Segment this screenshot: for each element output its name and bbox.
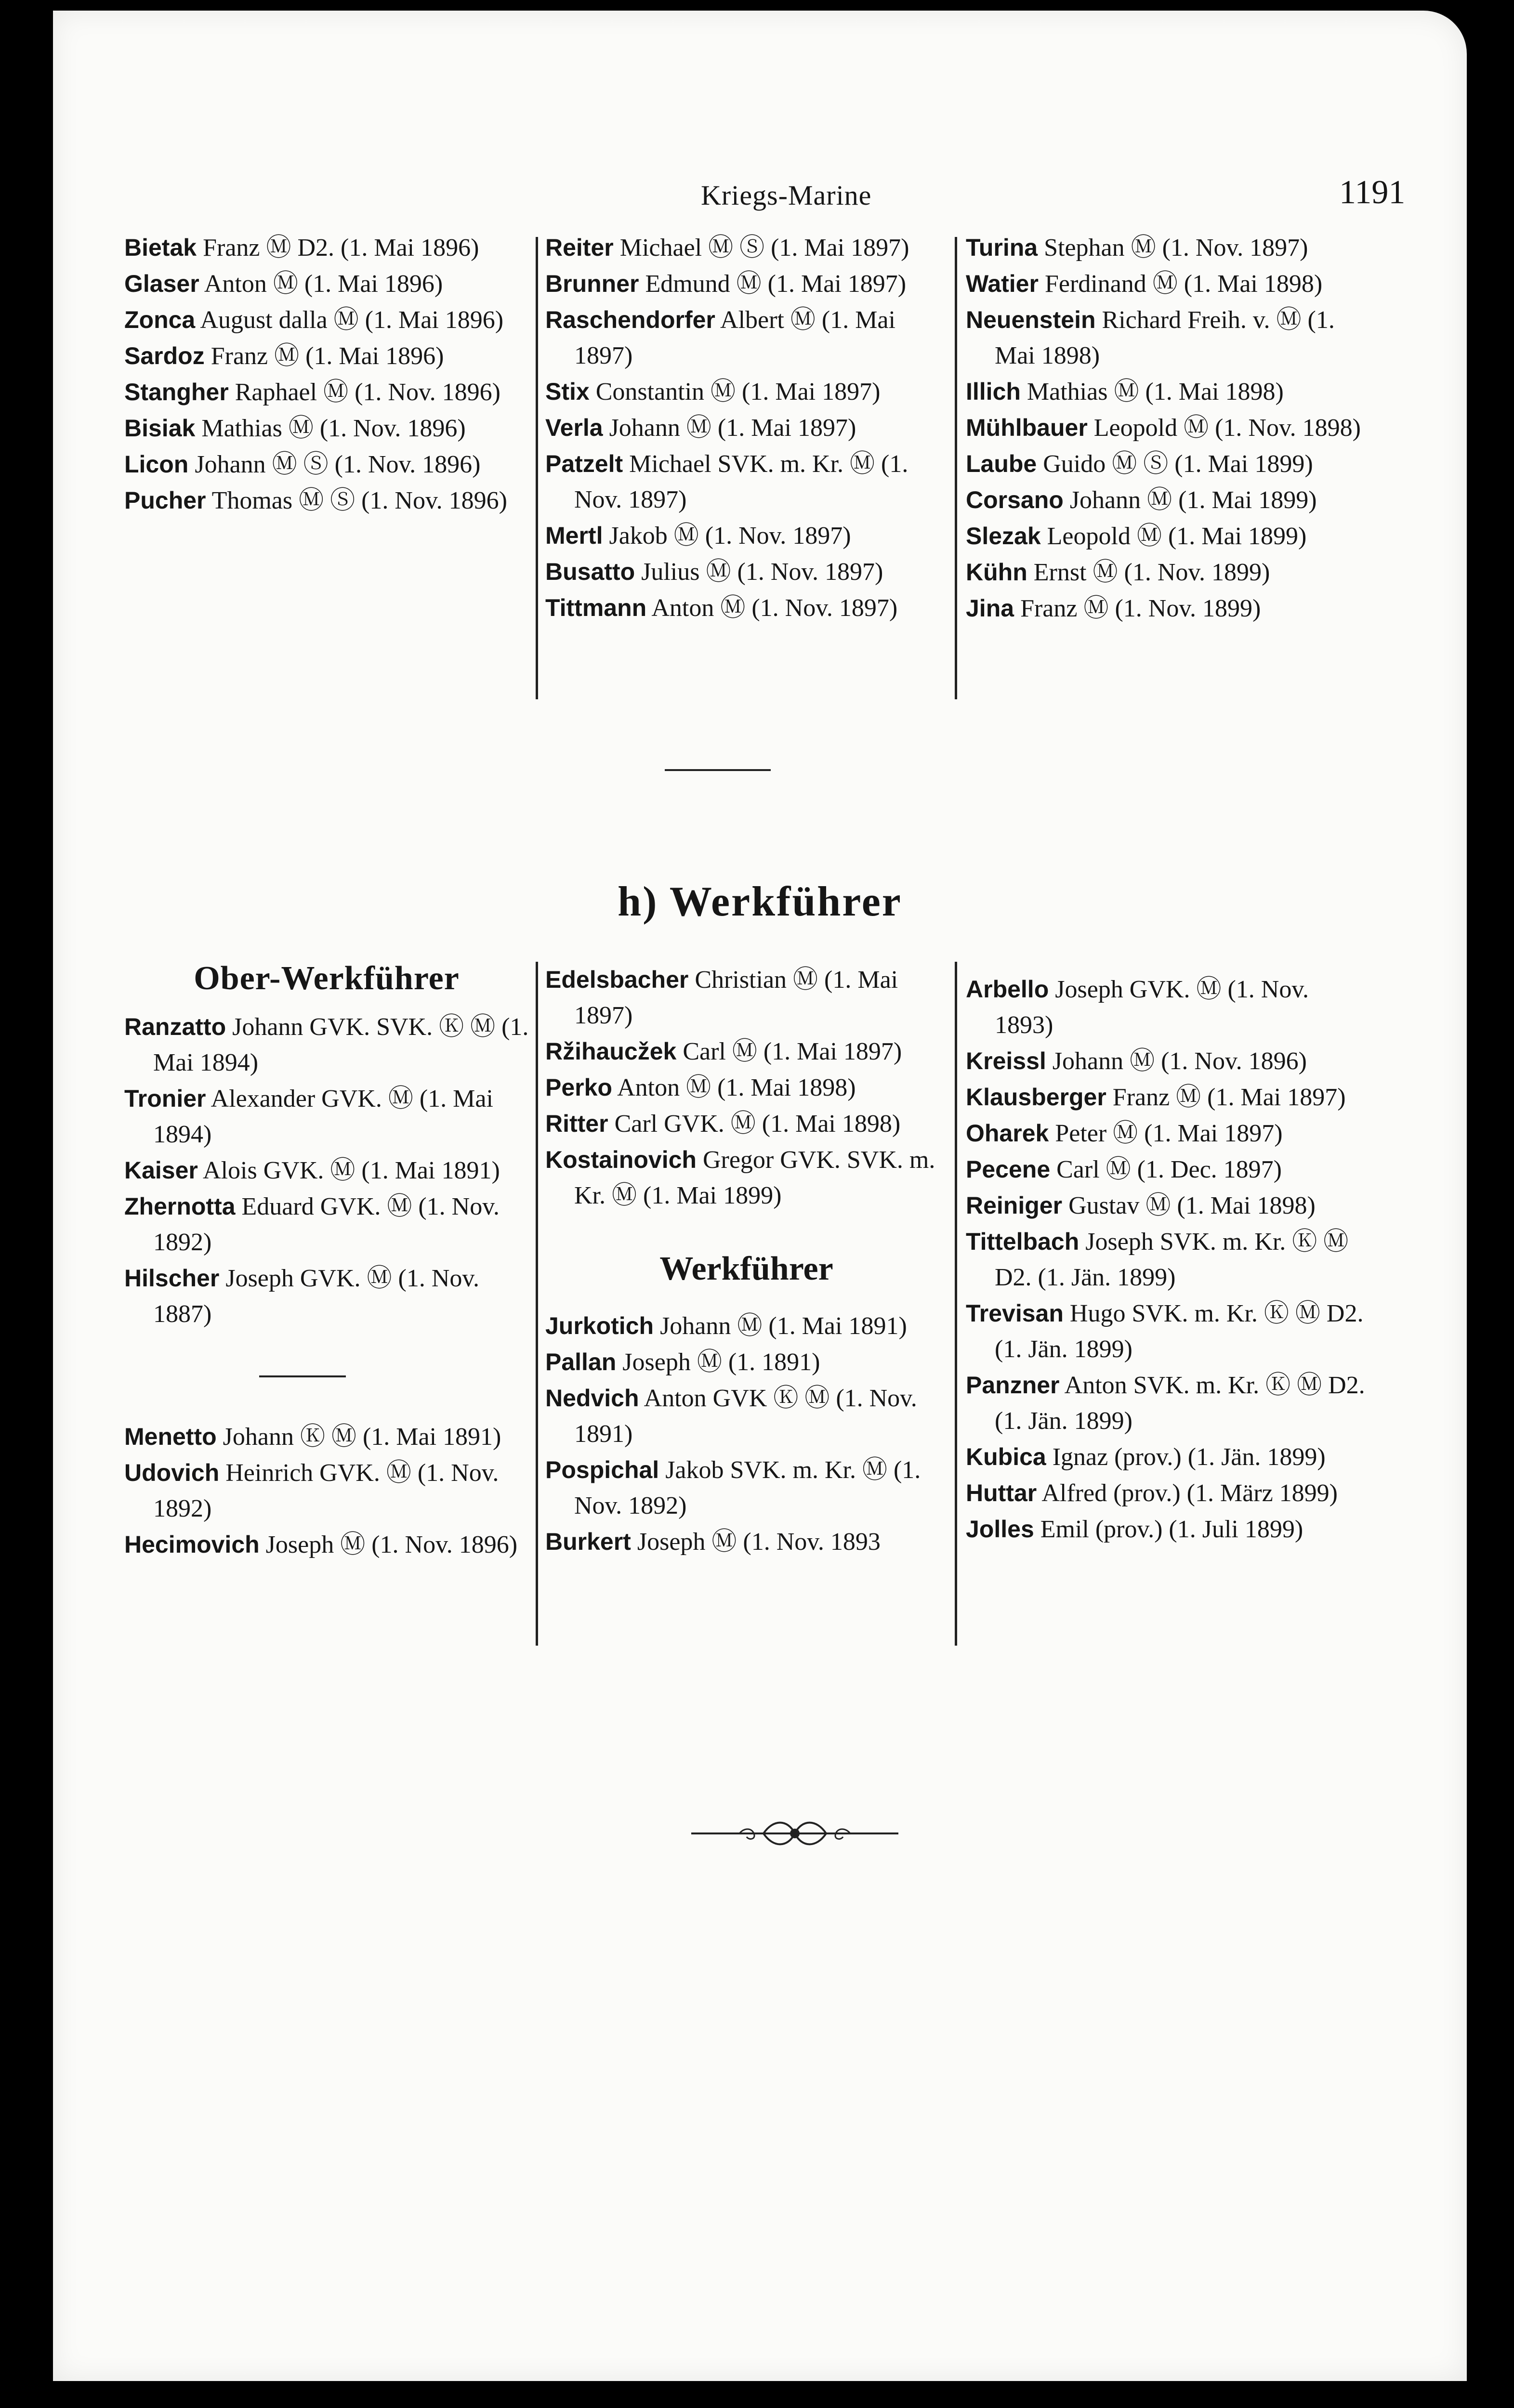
list-entry (545, 1106, 948, 1142)
entry-details: Thomas Ⓜ Ⓢ (1. Nov. 1896) (211, 487, 507, 514)
section-title: h) Werkführer (618, 878, 902, 925)
entry-details: Leopold Ⓜ (1. Nov. 1898) (1093, 414, 1361, 442)
column-rule (536, 962, 538, 1646)
column-heading: Ober-Werkführer (194, 960, 460, 997)
entry-surname: Jurkotich (545, 1312, 654, 1339)
list-entry (124, 1419, 529, 1455)
entry-details: Anton SVK. m. Kr. Ⓚ Ⓜ D2. (1. Jän. 1899) (995, 1372, 1365, 1435)
entry-details: Anton GVK Ⓚ Ⓜ (1. Nov. 1891) (574, 1385, 917, 1448)
list-entry (545, 1308, 948, 1344)
list-entry (545, 518, 948, 554)
list-entry (124, 483, 529, 519)
entry-details: Alexander GVK. Ⓜ (1. Mai 1894) (153, 1085, 493, 1148)
entry-surname: Kaiser (124, 1157, 198, 1184)
entry-surname: Panzner (966, 1372, 1060, 1399)
entry-surname: Watier (966, 270, 1039, 297)
entry-details: Johann Ⓜ (1. Nov. 1896) (1052, 1047, 1307, 1075)
entry-details: Johann Ⓚ Ⓜ (1. Mai 1891) (223, 1423, 501, 1451)
list-entry (124, 338, 529, 374)
list-entry (545, 1034, 948, 1070)
entry-details: Anton Ⓜ (1. Mai 1896) (204, 270, 443, 298)
list-entry (966, 1511, 1368, 1547)
entry-surname: Bietak (124, 234, 197, 261)
entry-surname: Tronier (124, 1085, 206, 1112)
running-header-title: Kriegs-Marine (701, 180, 872, 211)
entry-surname: Jina (966, 595, 1014, 622)
list-entry (124, 1527, 529, 1563)
entry-details: Alois GVK. Ⓜ (1. Mai 1891) (203, 1157, 500, 1184)
entry-surname: Reiter (545, 234, 614, 261)
entry-details: Johann Ⓜ Ⓢ (1. Nov. 1896) (195, 451, 481, 478)
entry-details: Guido Ⓜ Ⓢ (1. Mai 1899) (1043, 450, 1313, 478)
list-entry (966, 302, 1368, 374)
entry-details: Joseph SVK. m. Kr. Ⓚ Ⓜ D2. (1. Jän. 1899) (995, 1228, 1349, 1291)
entry-surname: Pecene (966, 1156, 1051, 1183)
entry-details: Franz Ⓜ (1. Nov. 1899) (1020, 595, 1261, 622)
entry-surname: Pallan (545, 1348, 617, 1375)
list-entry (966, 1152, 1368, 1188)
list-entry (545, 302, 948, 374)
entry-surname: Hilscher (124, 1265, 220, 1292)
entry-surname: Licon (124, 451, 189, 478)
entry-details: Anton Ⓜ (1. Mai 1898) (617, 1074, 856, 1101)
top-column-2 (545, 230, 948, 626)
list-entry (124, 302, 529, 338)
list-entry (966, 374, 1368, 410)
list-entry (124, 1189, 529, 1260)
top-column-3 (966, 230, 1368, 627)
entry-details: Gustav Ⓜ (1. Mai 1898) (1068, 1192, 1316, 1219)
entry-details: Michael Ⓜ Ⓢ (1. Mai 1897) (619, 234, 909, 262)
entry-details: Christian Ⓜ (1. Mai 1897) (574, 966, 898, 1029)
entry-surname: Busatto (545, 558, 635, 585)
entry-surname: Ržihaucžek (545, 1038, 677, 1065)
list-entry (966, 971, 1368, 1043)
entry-details: Alfred (prov.) (1. März 1899) (1041, 1479, 1338, 1507)
list-entry (545, 1452, 948, 1524)
list-entry (545, 1142, 948, 1214)
list-entry (966, 518, 1368, 554)
entry-details: Franz Ⓜ (1. Mai 1896) (211, 342, 444, 370)
entry-surname: Mühlbauer (966, 414, 1088, 441)
list-entry (124, 446, 529, 483)
column-rule (536, 237, 538, 699)
list-entry (124, 266, 529, 302)
entry-surname: Arbello (966, 976, 1049, 1003)
entry-details: Mathias Ⓜ (1. Nov. 1896) (201, 415, 466, 442)
entry-details: Ferdinand Ⓜ (1. Mai 1898) (1044, 270, 1323, 298)
entry-surname: Tittelbach (966, 1228, 1080, 1255)
entry-surname: Zhernotta (124, 1193, 236, 1220)
list-entry (966, 1296, 1368, 1367)
list-entry (966, 1115, 1368, 1152)
entry-surname: Neuenstein (966, 306, 1096, 333)
list-entry (545, 590, 948, 626)
top-column-1 (124, 230, 529, 519)
entry-details: Raphael Ⓜ (1. Nov. 1896) (235, 379, 500, 406)
list-entry (545, 266, 948, 302)
entry-details: Carl Ⓜ (1. Mai 1897) (683, 1038, 902, 1065)
entry-surname: Bisiak (124, 415, 196, 442)
column-rule (955, 962, 957, 1646)
bottom-column-2 (545, 962, 948, 1560)
entry-details: Emil (prov.) (1. Juli 1899) (1040, 1516, 1303, 1543)
entry-details: Michael SVK. m. Kr. Ⓜ (1. Nov. 1897) (574, 450, 908, 513)
entry-surname: Glaser (124, 270, 199, 297)
entry-surname: Ranzatto (124, 1013, 226, 1040)
page-sheet (53, 11, 1467, 2381)
entry-details: August dalla Ⓜ (1. Mai 1896) (200, 306, 504, 334)
entry-surname: Kubica (966, 1443, 1046, 1470)
list-entry (545, 554, 948, 590)
entry-details: Jakob Ⓜ (1. Nov. 1897) (609, 522, 851, 550)
entry-surname: Stangher (124, 379, 229, 406)
list-entry (966, 590, 1368, 627)
entry-details: Joseph Ⓜ (1. 1891) (622, 1348, 820, 1376)
entry-surname: Pospichal (545, 1456, 659, 1483)
list-entry (966, 482, 1368, 518)
entry-surname: Perko (545, 1074, 612, 1101)
list-entry (545, 1380, 948, 1452)
list-entry (966, 230, 1368, 266)
list-entry (545, 446, 948, 518)
entry-details: Johann Ⓜ (1. Mai 1899) (1069, 486, 1317, 514)
entry-details: Edmund Ⓜ (1. Mai 1897) (645, 270, 907, 298)
entry-details: Johann Ⓜ (1. Mai 1897) (609, 414, 856, 442)
entry-surname: Illich (966, 378, 1021, 405)
entry-details: Franz Ⓜ D2. (1. Mai 1896) (203, 234, 479, 262)
list-entry (545, 374, 948, 410)
entry-surname: Hecimovich (124, 1531, 260, 1558)
list-entry (966, 1188, 1368, 1224)
entry-surname: Pucher (124, 487, 206, 514)
entry-details: Carl Ⓜ (1. Dec. 1897) (1056, 1156, 1282, 1183)
entry-details: Anton Ⓜ (1. Nov. 1897) (651, 594, 898, 622)
entry-surname: Tittmann (545, 594, 647, 621)
entry-details: Joseph GVK. Ⓜ (1. Nov. 1887) (153, 1265, 480, 1328)
entry-surname: Trevisan (966, 1300, 1064, 1327)
entry-surname: Ritter (545, 1110, 608, 1137)
entry-details: Joseph Ⓜ (1. Nov. 1893 (637, 1528, 881, 1556)
list-entry (966, 410, 1368, 446)
entry-surname: Zonca (124, 306, 196, 333)
entry-details: Heinrich GVK. Ⓜ (1. Nov. 1892) (153, 1459, 499, 1522)
entry-details: Hugo SVK. m. Kr. Ⓚ Ⓜ D2. (1. Jän. 1899) (995, 1300, 1364, 1363)
entry-details: Leopold Ⓜ (1. Mai 1899) (1047, 523, 1307, 550)
bottom-column-1 (124, 957, 529, 1563)
list-entry (124, 1455, 529, 1527)
entry-surname: Nedvich (545, 1385, 639, 1412)
entry-surname: Burkert (545, 1528, 631, 1555)
entry-surname: Verla (545, 414, 603, 441)
entry-details: Eduard GVK. Ⓜ (1. Nov. 1892) (153, 1193, 500, 1256)
list-entry (966, 554, 1368, 590)
entry-details: Johann GVK. SVK. Ⓚ Ⓜ (1. Mai 1894) (153, 1013, 529, 1076)
entry-surname: Kühn (966, 559, 1027, 586)
entry-surname: Huttar (966, 1479, 1037, 1506)
section-divider (665, 769, 771, 771)
entry-details: Jakob SVK. m. Kr. Ⓜ (1. Nov. 1892) (574, 1456, 921, 1519)
entry-details: Gregor GVK. SVK. m. Kr. Ⓜ (1. Mai 1899) (574, 1146, 935, 1209)
list-entry (966, 1079, 1368, 1115)
list-entry (545, 962, 948, 1034)
entry-surname: Laube (966, 450, 1037, 477)
entry-details: Carl GVK. Ⓜ (1. Mai 1898) (614, 1110, 901, 1138)
list-entry (124, 374, 529, 410)
subsection-heading: Werkführer (659, 1250, 833, 1287)
entry-details: Julius Ⓜ (1. Nov. 1897) (641, 558, 883, 586)
entry-surname: Jolles (966, 1516, 1034, 1543)
list-entry (545, 1524, 948, 1560)
entry-surname: Reiniger (966, 1192, 1063, 1219)
list-entry (124, 1260, 529, 1332)
list-entry (966, 446, 1368, 482)
entry-details: Johann Ⓜ (1. Mai 1891) (660, 1312, 907, 1340)
list-entry (966, 1475, 1368, 1511)
list-entry (124, 410, 529, 446)
list-entry (545, 410, 948, 446)
entry-surname: Turina (966, 234, 1038, 261)
entry-surname: Brunner (545, 270, 639, 297)
list-entry (966, 266, 1368, 302)
entry-surname: Stix (545, 378, 590, 405)
entry-details: Franz Ⓜ (1. Mai 1897) (1112, 1084, 1346, 1111)
list-entry (966, 1439, 1368, 1475)
list-entry (966, 1043, 1368, 1079)
entry-surname: Kreissl (966, 1047, 1046, 1074)
entry-details: Richard Freih. v. Ⓜ (1. Mai 1898) (995, 306, 1335, 369)
list-entry (124, 230, 529, 266)
bottom-column-3 (966, 971, 1368, 1547)
list-entry (545, 1070, 948, 1106)
entry-surname: Kostainovich (545, 1146, 697, 1173)
entry-surname: Mertl (545, 522, 603, 549)
entry-surname: Menetto (124, 1423, 217, 1450)
entry-surname: Udovich (124, 1459, 220, 1486)
ornament-flourish (691, 1814, 898, 1853)
page-number: 1191 (1339, 174, 1406, 211)
entry-details: Stephan Ⓜ (1. Nov. 1897) (1044, 234, 1308, 262)
entry-details: Albert Ⓜ (1. Mai 1897) (574, 306, 895, 369)
list-entry (124, 1081, 529, 1152)
entry-surname: Raschendorfer (545, 306, 715, 333)
entry-details: Joseph Ⓜ (1. Nov. 1896) (265, 1531, 518, 1558)
list-entry (966, 1367, 1368, 1439)
list-entry (545, 230, 948, 266)
entry-details: Joseph GVK. Ⓜ (1. Nov. 1893) (995, 976, 1309, 1039)
entry-surname: Klausberger (966, 1084, 1106, 1111)
column-rule (955, 237, 957, 699)
entry-surname: Slezak (966, 523, 1041, 550)
entry-divider (124, 1361, 529, 1390)
entry-details: Mathias Ⓜ (1. Mai 1898) (1027, 378, 1284, 406)
entry-surname: Oharek (966, 1120, 1049, 1147)
list-entry (124, 1152, 529, 1189)
entry-surname: Edelsbacher (545, 966, 689, 993)
entry-surname: Corsano (966, 486, 1064, 513)
entry-details: Ignaz (prov.) (1. Jän. 1899) (1052, 1443, 1326, 1471)
entry-details: Constantin Ⓜ (1. Mai 1897) (595, 378, 881, 406)
list-entry (966, 1224, 1368, 1296)
entry-surname: Sardoz (124, 342, 205, 369)
list-entry (545, 1344, 948, 1380)
list-entry (124, 1009, 529, 1081)
entry-details: Peter Ⓜ (1. Mai 1897) (1055, 1120, 1283, 1147)
entry-details: Ernst Ⓜ (1. Nov. 1899) (1033, 559, 1270, 586)
entry-surname: Patzelt (545, 450, 623, 477)
